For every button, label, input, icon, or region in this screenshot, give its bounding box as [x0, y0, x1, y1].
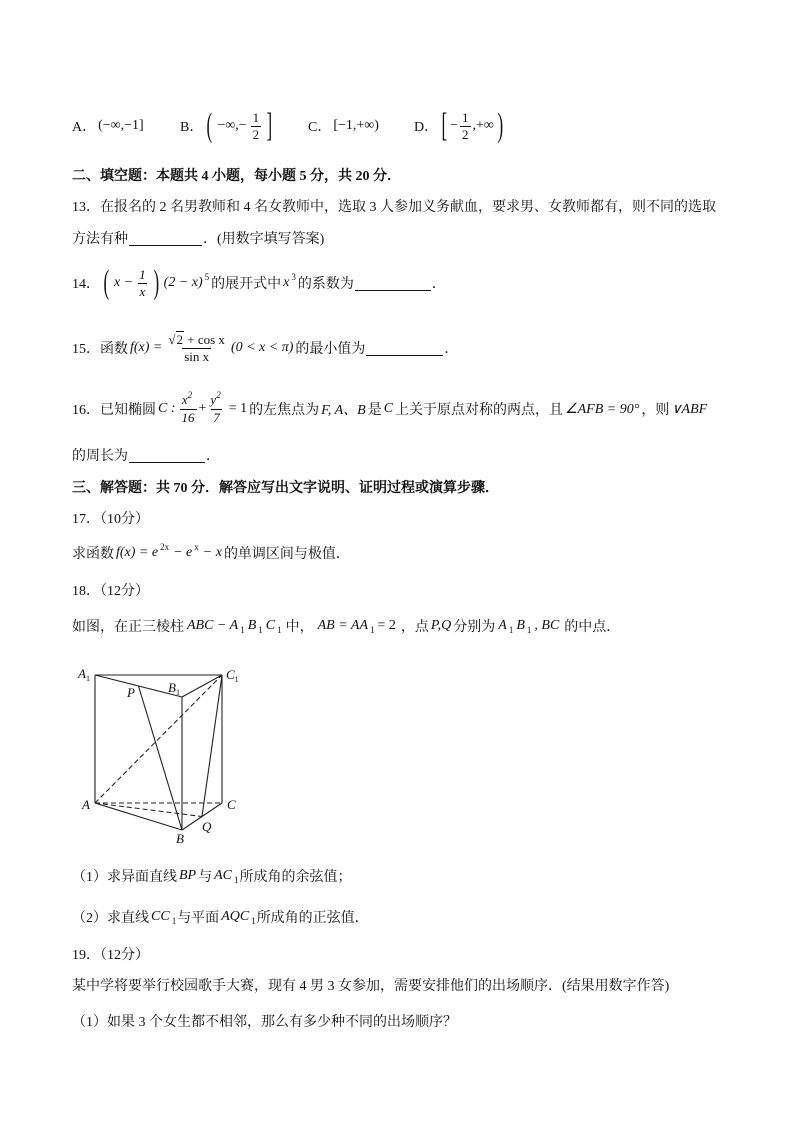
question-14-factor: (2 − x) — [163, 275, 203, 290]
question-17 — [72, 533, 350, 573]
question-14-term: x − — [114, 275, 134, 290]
fraction-denominator: 16 — [181, 410, 195, 425]
question-15-function: f(x) = — [130, 340, 163, 355]
choice-a-interval: (−∞,−1] — [98, 118, 144, 133]
question-19-text: 某中学将要举行校园歌手大赛，现有 4 男 3 女参加，需要安排他们的出场顺序．(结果用数字作答) — [72, 979, 670, 994]
label-letter: P — [127, 685, 135, 700]
part1-lead: （1）求异面直线 — [72, 870, 177, 885]
radicand: 2 — [176, 331, 184, 347]
section-heading-text: 三、解答题：共 70 分．解答应写出文字说明、证明过程或演算步骤． — [72, 481, 499, 496]
choice-d-open-bracket: [ — [441, 107, 448, 144]
question-16-lead: 16．已知椭圆 — [72, 403, 156, 418]
choice-c — [308, 106, 381, 146]
numerator-rest: + cos x — [187, 331, 225, 347]
question-17-lead: 求函数 — [72, 547, 114, 562]
prism-figure — [70, 660, 250, 850]
segment-c1-q — [202, 675, 222, 817]
question-16-points: F, A、B — [321, 403, 366, 418]
answer-blank — [366, 340, 443, 356]
question-19 — [72, 965, 669, 1005]
label-letter: C — [226, 667, 235, 682]
question-17-text: 的单调区间与极值． — [223, 547, 350, 562]
question-16-fraction-x — [180, 392, 197, 426]
question-17-header-text: 17．（10分） — [72, 512, 149, 527]
question-15-lead: 15．函数 — [72, 342, 128, 357]
choice-d-upper: ,+∞ — [472, 118, 494, 133]
question-19-part1-text: （1）如果 3 个女生都不相邻，那么有多少种不同的出场顺序？ — [72, 1015, 457, 1030]
answer-blank — [129, 230, 202, 246]
fraction-denominator: 2 — [462, 126, 469, 142]
fraction-denominator: x — [139, 283, 146, 299]
label-subscript: 1 — [175, 688, 180, 697]
choice-d-fraction — [460, 110, 471, 143]
fraction-denominator: 7 — [213, 410, 220, 425]
label-a — [81, 797, 90, 812]
question-15-end: ． — [444, 342, 459, 357]
fraction-denominator: 2 — [252, 126, 260, 142]
edge-a-b — [95, 803, 182, 830]
question-14-variable: x — [283, 275, 290, 290]
label-p — [126, 685, 135, 700]
part1-line: BP — [179, 868, 197, 883]
choice-c-label: C． — [308, 120, 332, 135]
numerator-exponent: 2 — [187, 390, 193, 400]
label-subscript: 1 — [234, 675, 239, 684]
label-subscript: 1 — [85, 674, 90, 683]
label-c1 — [226, 667, 239, 684]
question-16-triangle: ∨ABF — [671, 401, 708, 417]
label-letter: C — [227, 797, 236, 812]
question-18-text1: 中， — [285, 620, 314, 635]
choice-d-minus: − — [450, 118, 459, 133]
plus-sign: + — [198, 401, 207, 416]
label-c — [227, 797, 236, 812]
fraction-denominator: sin x — [184, 348, 210, 364]
choice-b-fraction — [251, 110, 262, 143]
prism-name-part: C — [265, 618, 276, 633]
question-18-text4: 的中点． — [564, 620, 621, 635]
label-b — [176, 831, 184, 846]
subscript: 1 — [370, 625, 375, 635]
answer-blank — [355, 275, 431, 291]
question-17-header — [72, 498, 149, 538]
question-18-points: P,Q — [430, 618, 452, 633]
close-paren: ) — [153, 264, 159, 301]
choice-a — [72, 106, 146, 146]
numerator-exponent: 2 — [216, 390, 221, 400]
question-14 — [72, 263, 446, 303]
part2-tail: 所成角的正弦值． — [256, 911, 369, 926]
question-19-part1 — [72, 1001, 457, 1041]
question-16-text-after: ． — [206, 449, 220, 464]
subscript: 1 — [240, 625, 245, 635]
question-14-text1: 的展开式中 — [211, 277, 282, 292]
subscript: 1 — [251, 916, 256, 926]
choice-a-label: A． — [72, 120, 97, 135]
question-14-end: ． — [431, 277, 446, 292]
prism-name-part: B — [247, 618, 257, 633]
part2-line: CC — [151, 909, 170, 924]
midpoint-segment-tail: , BC — [534, 618, 560, 633]
fraction-numerator: 1 — [252, 109, 260, 125]
question-18-part2 — [72, 897, 369, 937]
question-16-text2: 是 — [367, 403, 382, 418]
label-letter: Q — [202, 819, 212, 834]
question-17-mid: − e — [173, 545, 193, 560]
question-16-equals: = 1 — [228, 401, 248, 416]
subscript: 1 — [234, 875, 239, 885]
subscript: 1 — [508, 625, 514, 635]
midpoint-segment-part: A — [498, 618, 507, 633]
numerator-variable: x — [181, 392, 188, 407]
part1-tail: 所成角的余弦值； — [239, 870, 352, 885]
segment-a-q-hidden — [95, 803, 202, 817]
question-16-angle: ∠AFB = 90° — [565, 401, 640, 417]
question-18-header — [72, 570, 149, 610]
subscript: 1 — [258, 625, 263, 635]
question-18-text3: 分别为 — [453, 620, 496, 635]
question-13-text-before: 方法有种 — [72, 232, 128, 247]
label-letter: A — [82, 797, 90, 812]
question-18 — [72, 606, 620, 646]
choice-b-close-bracket: ] — [266, 107, 273, 144]
edge-value: = 2 — [377, 618, 396, 633]
choice-d — [414, 106, 506, 146]
label-b1 — [168, 680, 180, 697]
answer-blank — [129, 447, 205, 463]
choice-b-open-bracket: ( — [206, 107, 213, 144]
choice-c-interval: [−1,+∞) — [333, 118, 379, 133]
segment-p-b — [139, 686, 183, 830]
label-letter: B — [176, 831, 184, 846]
question-16-curve-name: C — [383, 401, 394, 416]
label-a1 — [77, 666, 90, 683]
midpoint-segment-part: B — [516, 618, 525, 633]
label-letter: A — [78, 666, 86, 681]
question-16-text3: 上关于原点对称的两点，且 — [395, 403, 564, 418]
question-16-text4: ，则 — [641, 403, 670, 418]
segment-a-c1-hidden — [95, 675, 222, 803]
question-18-part1 — [72, 856, 352, 896]
part2-lead: （2）求直线 — [72, 911, 149, 926]
choice-d-label: D． — [414, 120, 439, 135]
question-13-line2 — [72, 218, 324, 258]
question-14-fraction — [137, 267, 148, 300]
edge-b1-c1 — [182, 675, 222, 697]
fraction-numerator — [166, 332, 227, 348]
numerator-variable: y — [210, 392, 217, 407]
question-16-fraction-y — [208, 392, 224, 426]
choice-b-lower: −∞,− — [217, 118, 247, 133]
radical-sign: √ — [168, 331, 176, 347]
choice-b — [180, 106, 275, 146]
subscript: 1 — [171, 916, 177, 926]
question-14-text2: 的系数为 — [297, 277, 354, 292]
fraction-numerator — [180, 392, 196, 409]
question-17-tail: − x — [202, 545, 222, 560]
fraction-numerator: 1 — [462, 109, 469, 125]
question-19-header-text: 19．（12分） — [72, 948, 149, 963]
question-13-text-after: ．(用数字填写答案) — [203, 232, 325, 247]
question-16-line1 — [72, 389, 709, 429]
question-14-variable-exponent: 3 — [291, 272, 296, 282]
choice-b-label: B． — [180, 120, 204, 135]
open-paren: ( — [103, 264, 110, 301]
section-heading-text: 二、填空题：本题共 4 小题，每小题 5 分，共 20 分． — [72, 169, 401, 184]
question-17-exponent1: 2x — [160, 542, 170, 552]
question-17-exponent2: x — [194, 542, 199, 552]
question-16-curve: C : — [158, 401, 176, 416]
question-14-number: 14． — [72, 277, 100, 292]
part1-target: AC — [214, 868, 232, 883]
part1-mid: 与 — [198, 870, 213, 885]
question-15-text: 的最小值为 — [295, 342, 366, 357]
question-14-factor-exponent: 5 — [204, 272, 210, 282]
question-18-text2: ，点 — [400, 620, 429, 635]
question-17-function: f(x) = e — [116, 545, 159, 560]
fraction-numerator — [208, 392, 224, 409]
subscript: 1 — [526, 625, 532, 635]
prism-name-part: ABC − A — [187, 618, 239, 633]
choice-d-close-bracket: ) — [497, 107, 504, 144]
question-18-lead: 如图，在正三棱柱 — [72, 620, 184, 635]
fraction-numerator: 1 — [139, 266, 146, 282]
label-letter: B — [168, 680, 176, 695]
question-13-text: 13．在报名的 2 名男教师和 4 名女教师中，选取 3 人参加义务献血，要求男、女教师都有，则不同的选取 — [72, 200, 716, 215]
question-15 — [72, 328, 458, 368]
question-16-text-before: 的周长为 — [72, 449, 128, 464]
part2-mid: 与平面 — [177, 911, 220, 926]
edge-equation: AB = AA — [317, 618, 368, 633]
subscript: 1 — [277, 625, 282, 635]
part2-plane: AQC — [221, 909, 250, 924]
question-15-fraction — [166, 332, 227, 365]
question-18-header-text: 18．（12分） — [72, 584, 149, 599]
question-16-text1: 的左焦点为 — [249, 403, 320, 418]
label-q — [202, 819, 212, 834]
question-15-domain: (0 < x < π) — [230, 340, 294, 355]
